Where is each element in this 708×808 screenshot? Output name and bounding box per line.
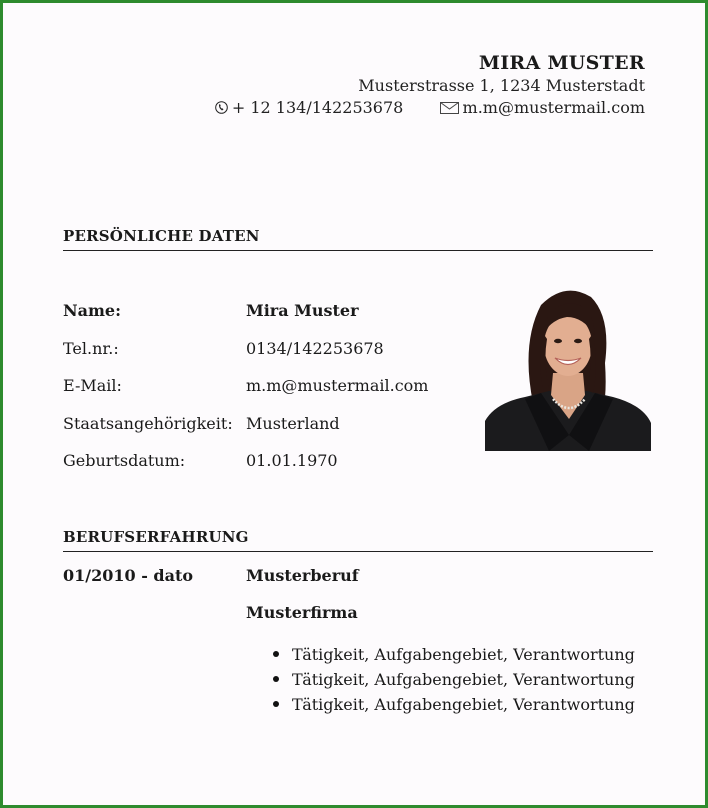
bullet-text: Tätigkeit, Aufgabengebiet, Verantwortung (292, 645, 635, 664)
mail-icon (440, 98, 459, 120)
info-label: Staatsangehörigkeit: (63, 413, 233, 433)
info-value: m.m@mustermail.com (246, 376, 429, 395)
experience-company: Musterfirma (246, 603, 358, 622)
info-row-email (63, 376, 476, 414)
section-title-personal: PERSÖNLICHE DATEN (63, 227, 653, 251)
bullet-icon (273, 701, 279, 707)
info-row-name (63, 301, 476, 339)
info-row-nationality (63, 414, 476, 452)
info-value: 01.01.1970 (246, 451, 338, 470)
bullet-icon (273, 676, 279, 682)
experience-bullet-list (246, 642, 672, 717)
list-item (292, 692, 672, 717)
phone-icon (215, 98, 228, 120)
applicant-photo (485, 283, 651, 451)
bullet-icon (273, 651, 279, 657)
bullet-text: Tätigkeit, Aufgabengebiet, Verantwortung (292, 670, 635, 689)
experience-role: Musterberuf (246, 566, 359, 585)
info-label: Geburtsdatum: (63, 451, 186, 470)
personal-info-table (63, 301, 476, 489)
info-value: 0134/142253678 (246, 338, 384, 358)
section-title-experience: BERUFSERFAHRUNG (63, 528, 653, 552)
header-email: m.m@mustermail.com (462, 98, 645, 117)
info-value: Mira Muster (246, 301, 359, 320)
applicant-address: Musterstrasse 1, 1234 Musterstadt (358, 76, 645, 95)
applicant-name-heading: MIRA MUSTER (478, 52, 645, 74)
experience-date: 01/2010 - dato (63, 566, 194, 585)
info-label: Name: (63, 301, 122, 320)
contact-line (215, 97, 645, 120)
list-item (292, 642, 672, 667)
info-label: Tel.nr.: (63, 338, 119, 358)
bullet-text: Tätigkeit, Aufgabengebiet, Verantwortung (292, 695, 635, 714)
header-phone: + 12 134/142253678 (231, 98, 404, 117)
list-item (292, 667, 672, 692)
cv-header (215, 51, 645, 120)
info-label: E-Mail: (63, 376, 122, 395)
info-row-birthdate (63, 451, 476, 489)
info-value: Musterland (246, 413, 340, 433)
info-row-phone (63, 339, 476, 377)
